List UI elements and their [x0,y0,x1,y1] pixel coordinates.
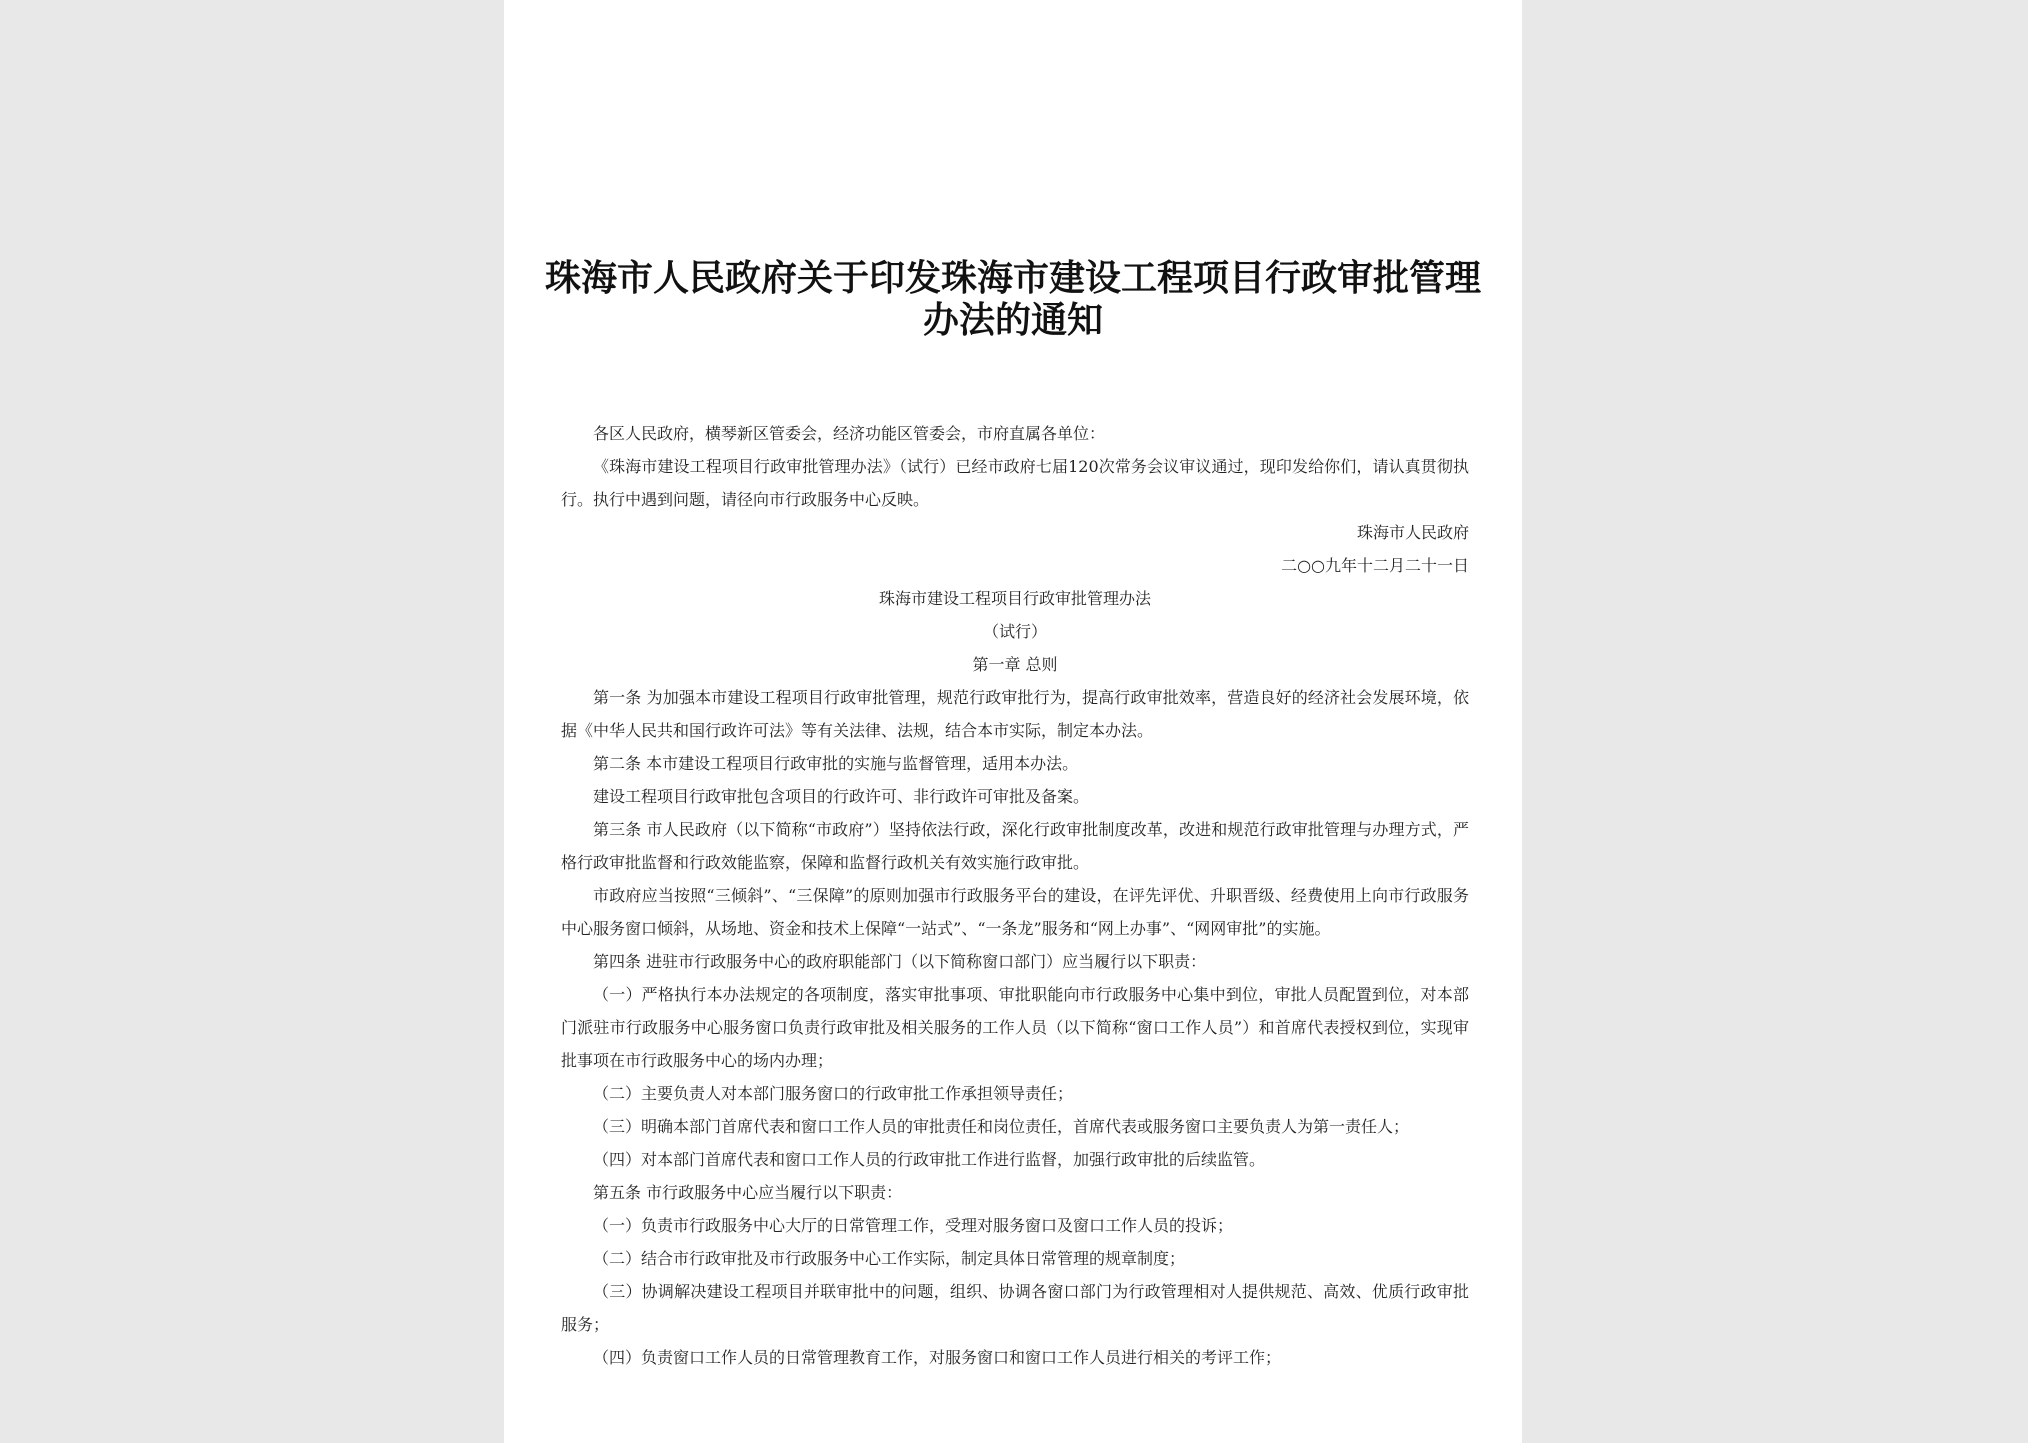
article-paragraph: （一）严格执行本办法规定的各项制度，落实审批事项、审批职能向市行政服务中心集中到位，审批人员配置到位，对本部门派驻市行政服务中心服务窗口负责行政审批及相关服务的工作人员（以下简称“窗口工作人员”）和首席代表授权到位，实现审批事项在市行政服务中心的场内办理； [561,985,1469,1070]
chapter-title: 第一章 总则 [972,655,1058,674]
article-paragraph: 市政府应当按照“三倾斜”、“三保障”的原则加强市行政服务平台的建设，在评先评优、升职晋级、经费使用上向市行政服务中心服务窗口倾斜，从场地、资金和技术上保障“一站式”、“一条龙”服务和“网上办事”、“网网审批”的实施。 [561,886,1469,938]
salutation: 各区人民政府，横琴新区管委会，经济功能区管委会，市府直属各单位： [593,424,1106,443]
article-paragraph: （一）负责市行政服务中心大厅的日常管理工作，受理对服务窗口及窗口工作人员的投诉； [593,1216,1234,1235]
article-paragraph: （二）主要负责人对本部门服务窗口的行政审批工作承担领导责任； [593,1084,1074,1103]
intro-paragraph: 《珠海市建设工程项目行政审批管理办法》（试行）已经市政府七届120次常务会议审议通过，现印发给你们，请认真贯彻执行。执行中遇到问题，请径向市行政服务中心反映。 [561,457,1469,509]
article-paragraph: 第二条 本市建设工程项目行政审批的实施与监督管理，适用本办法。 [593,754,1079,773]
issue-date: 二○○九年十二月二十一日 [1281,556,1469,575]
article-paragraph: （二）结合市行政审批及市行政服务中心工作实际，制定具体日常管理的规章制度； [593,1249,1186,1268]
measure-title: 珠海市建设工程项目行政审批管理办法 [878,589,1151,608]
article-paragraph: 第五条 市行政服务中心应当履行以下职责： [593,1183,903,1202]
article-paragraph: （三）协调解决建设工程项目并联审批中的问题，组织、协调各窗口部门为行政管理相对人提供规范、高效、优质行政审批服务； [561,1282,1469,1334]
measure-subtitle: （试行） [982,622,1047,641]
article-paragraph: （三）明确本部门首席代表和窗口工作人员的审批责任和岗位责任，首席代表或服务窗口主要负责人为第一责任人； [593,1117,1410,1136]
article-paragraph: 建设工程项目行政审批包含项目的行政许可、非行政许可审批及备案。 [593,787,1090,806]
article-paragraph: （四）对本部门首席代表和窗口工作人员的行政审批工作进行监督，加强行政审批的后续监管。 [593,1150,1266,1169]
article-paragraph: （四）负责窗口工作人员的日常管理教育工作，对服务窗口和窗口工作人员进行相关的考评工作； [593,1348,1282,1367]
article-paragraph: 第四条 进驻市行政服务中心的政府职能部门（以下简称窗口部门）应当履行以下职责： [593,952,1207,971]
signer: 珠海市人民政府 [1356,523,1469,542]
document-page [504,0,1522,1443]
document-body [561,417,1469,1374]
article-paragraph: 第一条 为加强本市建设工程项目行政审批管理，规范行政审批行为，提高行政审批效率，营造良好的经济社会发展环境，依据《中华人民共和国行政许可法》等有关法律、法规，结合本市实际，制定本办法。 [561,688,1469,740]
article-paragraph: 第三条 市人民政府（以下简称“市政府”）坚持依法行政，深化行政审批制度改革，改进和规范行政审批管理与办理方式，严格行政审批监督和行政效能监察，保障和监督行政机关有效实施行政审批。 [561,820,1469,872]
document-title: 珠海市人民政府关于印发珠海市建设工程项目行政审批管理办法的通知 [544,258,1481,341]
